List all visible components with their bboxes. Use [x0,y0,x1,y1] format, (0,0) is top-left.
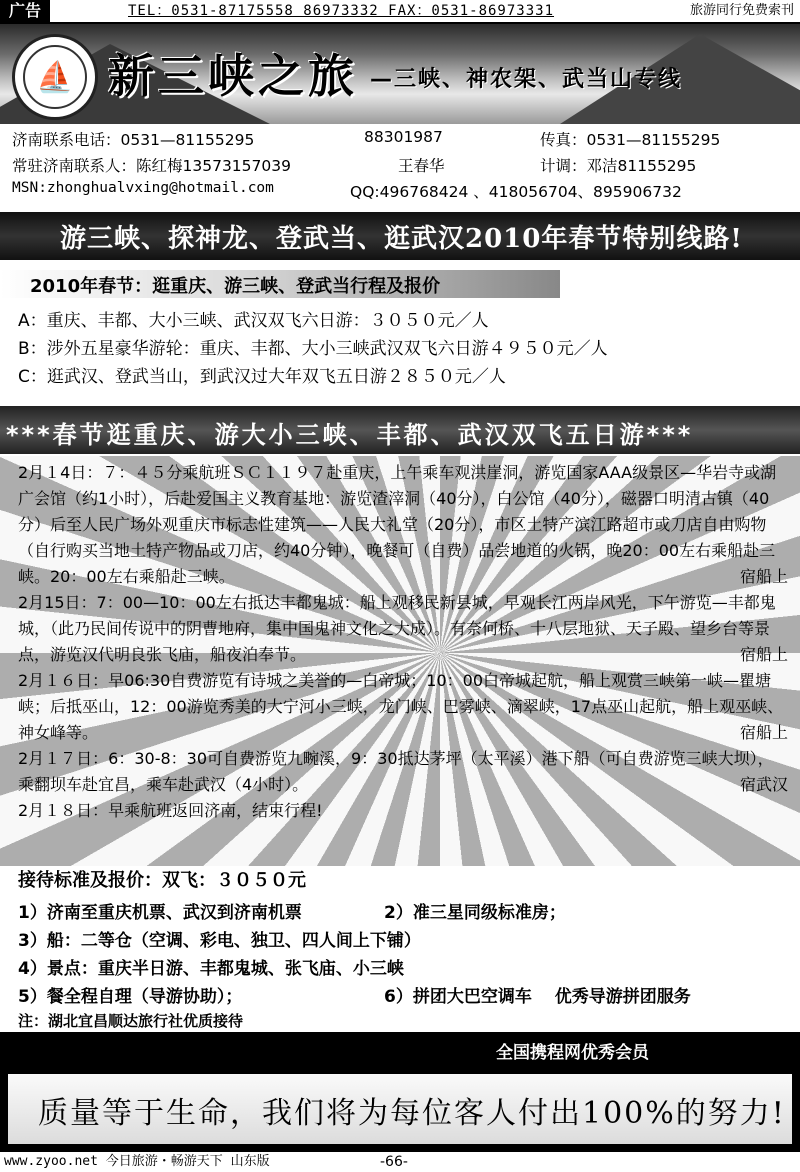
itinerary-day-text: 2月１８日：早乘航班返回济南，结束行程! [18,801,323,820]
standards-item: 5）餐全程自理（导游协助）； [18,987,243,1007]
itinerary-day-text: 2月15日：7：00—10：00左右抵达丰都鬼城：船上观移民新县城，早观长江两岸风光，下午游览—丰都鬼城，（此乃民间传说中的阴曹地府，集中国鬼神文化之大成）。有奈何桥、十八层地狱、天子殿、望乡台等景点，游览汉代明良张飞庙，船夜泊奉节。 [18,593,776,664]
contact-fax: 传真：0531—81155295 [540,131,721,149]
itinerary-day-text: 2月１4日：７：４５分乘航班ＳＣ１１９７赴重庆，上午乘车观洪崖洞，游览国家AAA级景区—华岩寺或湖广会馆（约1小时），后赴爱国主义教育基地：游览渣滓洞（40分），白公馆（40分），磁器口明清古镇（40分）后至人民广场外观重庆市标志性建筑——人民大礼堂（20分），市区土特产滨江路超市或刀店自由购物（自行购买当地土特产物品或刀店，约40分钟），晚餐可（自费）品尝地道的火锅，晚20：00左右乘船赴三峡。20：00左右乘船赴三峡。 [18,463,777,586]
itinerary-day-stay: 宿船上 [739,723,788,742]
package-header [0,270,560,298]
headline-banner [0,212,800,260]
member-badge: 全国携程网优秀会员 [496,1043,649,1063]
standards-item: 3）船：二等仓（空调、彩电、独卫、四人间上下铺） [18,931,421,951]
contact-person: 常驻济南联系人：陈红梅13573157039 [12,157,291,175]
contact-qq: QQ:496768424 、418056704、895906732 [350,183,682,201]
itinerary-day [18,746,788,798]
contact-phone-2: 88301987 [364,128,443,146]
bottom-band [0,1032,800,1150]
package-item: A：重庆、丰都、大小三峡、武汉双飞六日游：３０５０元／人 [18,311,489,331]
footer [0,1150,800,1172]
itinerary-day [18,590,788,668]
contact-phone: 济南联系电话：0531—81155295 [12,131,255,149]
itinerary-day [18,460,788,590]
itinerary-day-text: 2月１６日：早06:30自费游览有诗城之美誉的—白帝城；10：00白帝城起航，船上观赏三峡第一峡—瞿塘峡；后抵巫山，12：00游览秀美的大宁河小三峡，龙门峡、巴雾峡、滴翠峡，17点巫山起航，船上观巫峡、神女峰等。 [18,671,784,742]
itinerary-headline [0,406,800,454]
itinerary-title: ***春节逛重庆、游大小三峡、丰都、武汉双飞五日游*** [6,421,694,449]
package-item: B：涉外五星豪华游轮：重庆、丰都、大小三峡武汉双飞六日游４９５０元／人 [18,339,608,359]
contact-person-2: 王春华 [398,157,445,175]
page-subtitle: —三峡、神农架、武当山专线 [370,67,683,92]
sailboat-logo-icon [12,34,98,120]
itinerary-day-stay: 宿武汉 [739,775,788,794]
itinerary-day [18,668,788,746]
page-title: 新三峡之旅 [108,49,358,103]
standards-item: 4）景点：重庆半日游、丰都鬼城、张飞庙、小三峡 [18,959,404,979]
sailboat-icon: ⛵ [23,45,87,109]
contact-dispatch: 计调：邓洁81155295 [540,157,697,175]
top-contact-line: TEL：0531-87175558 86973332 FAX：0531-86973331 [128,3,555,19]
slogan-text: 质量等于生命，我们将为每位客人付出100%的努力! [38,1096,786,1131]
itinerary-day-text: 2月１７日：6：30-8：30可自费游览九畹溪，9：30抵达茅坪（太平溪）港下船（可自费游览三峡大坝），乘翻坝车赴宜昌，乘车赴武汉（4小时）。 [18,749,774,794]
slogan-box [8,1074,792,1144]
package-item: C：逛武汉、登武当山，到武汉过大年双飞五日游２８５０元／人 [18,367,506,387]
itinerary-day-stay: 宿船上 [739,567,788,586]
itinerary-section [0,456,800,866]
contact-msn: MSN:zhonghualvxing@hotmail.com [12,180,274,196]
itinerary-day-stay: 宿船上 [739,645,788,664]
contact-info [4,126,796,208]
itinerary-list [18,460,788,824]
standards-item: 2）准三星同级标准房； [384,903,566,923]
standards-note: 注：湖北宜昌顺达旅行社优质接待 [18,1012,244,1030]
standards-title: 接待标准及报价：双飞：３０５０元 [18,870,306,891]
top-strip [0,0,800,24]
standards-item: 1）济南至重庆机票、武汉到济南机票 [18,903,302,923]
ad-tag: 广告 [0,0,50,22]
package-title: 2010年春节：逛重庆、游三峡、登武当行程及报价 [30,276,441,297]
itinerary-day [18,798,788,824]
standards-item: 6）拼团大巴空调车 优秀导游拼团服务 [384,987,691,1007]
headline-text: 游三峡、探神龙、登武当、逛武汉2010年春节特别线路! [60,224,743,254]
top-right-note: 旅游同行免费索刊 [689,3,794,18]
header-banner [0,24,800,124]
page-number: -66- [380,1154,408,1170]
footer-site: www.zyoo.net 今日旅游・畅游天下 山东版 [4,1154,270,1169]
